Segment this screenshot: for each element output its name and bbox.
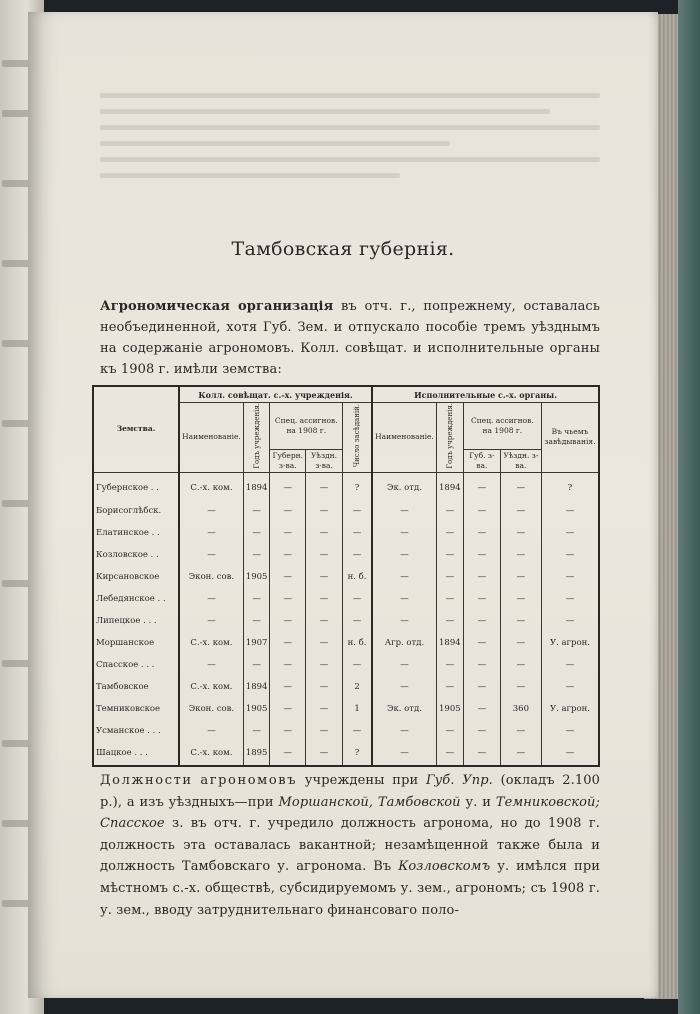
cell-k-num: — <box>343 654 373 676</box>
body-text-13: у. имѣлся при мѣстномъ с.-х. обществѣ, субсидируемомъ у. зем., агрономъ; съ 1908 г. у. зем., вводу затруднительнаго финансоваго поло- <box>100 859 600 918</box>
cell-k-num: н. б. <box>343 632 373 654</box>
body-text-10: Спасское <box>100 816 165 832</box>
cell-i-year: — <box>436 742 463 765</box>
cell-i-uezd: 360 <box>500 698 541 720</box>
cell-k-year: — <box>243 720 270 742</box>
cell-i-year: 1894 <box>436 632 463 654</box>
cell-i-name: — <box>372 720 436 742</box>
cell-i-uezd: — <box>500 676 541 698</box>
cell-k-num: — <box>343 610 373 632</box>
cell-k-gub: — <box>270 522 306 544</box>
cell-i-name: — <box>372 566 436 588</box>
body-paragraph <box>100 770 600 921</box>
cell-k-gub: — <box>270 676 306 698</box>
cell-i-name: Агр. отд. <box>372 632 436 654</box>
cell-k-gub: — <box>270 588 306 610</box>
cell-k-num: ? <box>343 742 373 765</box>
body-text-3: учреждены при <box>297 773 426 788</box>
cell-i-who: — <box>541 654 599 676</box>
cell-i-gub: — <box>463 588 500 610</box>
cell-i-year: — <box>436 522 463 544</box>
intro-text: въ отч. г., попрежнему, оставалась необъединенной, хотя Губ. Зем. и отпускало пособіе тремъ уѣзднымъ на содержаніе агрономовъ. Колл. совѣщат. и исполнительные органы къ 1908 г. имѣли земства: <box>100 299 600 377</box>
col-k-uezd: Уѣздн. з-ва. <box>306 449 343 472</box>
col-i-who: Въ чьемъ завѣдыванія. <box>541 403 599 473</box>
col-k-naimen: Наименованіе. <box>179 403 243 473</box>
cell-i-who: У. агрон. <box>541 698 599 720</box>
cell-i-gub: — <box>463 632 500 654</box>
cell-i-uezd: — <box>500 588 541 610</box>
cell-k-year: 1895 <box>243 742 270 765</box>
col-i-god <box>436 403 463 473</box>
cell-k-year: 1894 <box>243 676 270 698</box>
cell-name: Темниковское <box>93 698 179 720</box>
cell-i-who: — <box>541 742 599 765</box>
cell-k-name: — <box>179 544 243 566</box>
cell-i-who: ? <box>541 472 599 499</box>
col-k-gub: Губерн. з-ва. <box>270 449 306 472</box>
cell-i-uezd: — <box>500 472 541 499</box>
cell-i-uezd: — <box>500 566 541 588</box>
cell-i-name: — <box>372 544 436 566</box>
cell-i-year: — <box>436 654 463 676</box>
cell-k-uezd: — <box>306 742 343 765</box>
table-row <box>93 698 599 720</box>
cell-k-name: — <box>179 654 243 676</box>
col-zemstvo: Земства. <box>93 386 179 472</box>
cell-k-num: 2 <box>343 676 373 698</box>
cell-i-who: — <box>541 544 599 566</box>
col-i-uezd: Уѣздн. з-ва. <box>500 449 541 472</box>
cell-k-uezd: — <box>306 588 343 610</box>
body-text-12: Козловскомъ <box>398 859 491 875</box>
cell-i-name: — <box>372 522 436 544</box>
cell-i-gub: — <box>463 742 500 765</box>
table-row <box>93 544 599 566</box>
cell-i-year: — <box>436 544 463 566</box>
cell-k-num: — <box>343 720 373 742</box>
cell-i-who: — <box>541 522 599 544</box>
cell-name: Козловское . . <box>93 544 179 566</box>
cell-i-uezd: — <box>500 720 541 742</box>
cell-k-year: — <box>243 588 270 610</box>
cell-k-uezd: — <box>306 698 343 720</box>
cell-i-who: — <box>541 588 599 610</box>
cell-i-who: — <box>541 499 599 521</box>
cell-k-name: Экон. сов. <box>179 698 243 720</box>
col-k-god <box>243 403 270 473</box>
cell-k-uezd: — <box>306 632 343 654</box>
cell-k-num: 1 <box>343 698 373 720</box>
body-text-2: агрономовъ <box>200 773 298 788</box>
cell-k-gub: — <box>270 472 306 499</box>
cell-k-year: — <box>243 522 270 544</box>
page-title: Тамбовская губернія. <box>231 238 455 260</box>
cell-i-gub: — <box>463 522 500 544</box>
cell-i-name: — <box>372 499 436 521</box>
cell-k-uezd: — <box>306 720 343 742</box>
cell-i-year: — <box>436 499 463 521</box>
cell-k-year: — <box>243 499 270 521</box>
table-row <box>93 654 599 676</box>
cell-k-uezd: — <box>306 499 343 521</box>
cell-i-name: Эк. отд. <box>372 698 436 720</box>
col-k-god-label: Годъ учрежденія. <box>252 403 261 469</box>
cell-k-uezd: — <box>306 676 343 698</box>
cell-i-year: — <box>436 676 463 698</box>
cell-k-year: 1907 <box>243 632 270 654</box>
body-text-7: у. и <box>460 794 496 810</box>
cell-i-year: — <box>436 610 463 632</box>
cell-i-name: — <box>372 654 436 676</box>
book-page <box>28 12 658 998</box>
cell-k-gub: — <box>270 566 306 588</box>
cell-k-name: С.-х. ком. <box>179 742 243 765</box>
cell-k-uezd: — <box>306 544 343 566</box>
cell-k-name: — <box>179 588 243 610</box>
cell-i-year: 1905 <box>436 698 463 720</box>
body-text-5: (окладъ 2.100 р.), а изъ уѣздныхъ—при <box>100 773 600 810</box>
cell-name: Шацкое . . . <box>93 742 179 765</box>
cell-i-year: — <box>436 720 463 742</box>
cell-k-uezd: — <box>306 610 343 632</box>
col-k-chislo-label: Число засѣданій. <box>353 404 362 468</box>
cell-k-year: — <box>243 654 270 676</box>
cell-i-name: — <box>372 588 436 610</box>
body-text-11: з. въ отч. г. учредило должность агронома, но до 1908 г. должность эта оставалась вакантной; незамѣщенной также была и должность Тамбовскаго у. агронома. Въ <box>100 816 600 875</box>
body-text-1: Должности <box>100 773 193 788</box>
book-cover-edge <box>678 0 700 1014</box>
cell-k-name: С.-х. ком. <box>179 632 243 654</box>
col-k-spec: Спец. ассигнов. на 1908 г. <box>270 403 343 450</box>
group-isp: Исполнительные с.-х. органы. <box>372 386 599 403</box>
cell-i-uezd: — <box>500 499 541 521</box>
table-body <box>93 472 599 766</box>
table-row <box>93 720 599 742</box>
table-row <box>93 742 599 765</box>
cell-i-gub: — <box>463 544 500 566</box>
cell-k-gub: — <box>270 610 306 632</box>
cell-k-uezd: — <box>306 654 343 676</box>
cell-name: Лебедянское . . <box>93 588 179 610</box>
intro-lead: Агрономическая организація <box>100 299 334 314</box>
table-row <box>93 522 599 544</box>
cell-k-year: 1905 <box>243 698 270 720</box>
cell-k-year: — <box>243 544 270 566</box>
cell-i-gub: — <box>463 654 500 676</box>
cell-name: Спасское . . . <box>93 654 179 676</box>
cell-i-uezd: — <box>500 654 541 676</box>
cell-i-uezd: — <box>500 522 541 544</box>
cell-k-num: — <box>343 544 373 566</box>
cell-k-name: — <box>179 522 243 544</box>
cell-i-gub: — <box>463 566 500 588</box>
col-i-gub: Губ. з-ва. <box>463 449 500 472</box>
cell-name: Тамбовское <box>93 676 179 698</box>
cell-i-uezd: — <box>500 544 541 566</box>
cell-k-uezd: — <box>306 566 343 588</box>
cell-name: Усманское . . . <box>93 720 179 742</box>
zemstvo-table <box>92 385 600 759</box>
cell-name: Кирсановское <box>93 566 179 588</box>
table-row <box>93 610 599 632</box>
cell-k-gub: — <box>270 544 306 566</box>
table-row <box>93 499 599 521</box>
cell-i-name: — <box>372 610 436 632</box>
cell-k-year: 1894 <box>243 472 270 499</box>
cell-i-name: Эк. отд. <box>372 472 436 499</box>
cell-i-year: — <box>436 566 463 588</box>
cell-k-year: — <box>243 610 270 632</box>
cell-i-gub: — <box>463 472 500 499</box>
cell-i-who: — <box>541 720 599 742</box>
cell-k-name: С.-х. ком. <box>179 472 243 499</box>
cell-k-gub: — <box>270 742 306 765</box>
intro-paragraph <box>100 296 600 380</box>
cell-i-uezd: — <box>500 610 541 632</box>
cell-name: Губернское . . <box>93 472 179 499</box>
cell-k-num: — <box>343 588 373 610</box>
table-row <box>93 676 599 698</box>
cell-k-num: н. б. <box>343 566 373 588</box>
cell-k-gub: — <box>270 654 306 676</box>
cell-i-gub: — <box>463 499 500 521</box>
cell-k-num: — <box>343 499 373 521</box>
cell-k-num: ? <box>343 472 373 499</box>
cell-k-gub: — <box>270 698 306 720</box>
cell-k-name: — <box>179 499 243 521</box>
col-i-naimen: Наименованіе. <box>372 403 436 473</box>
cell-i-gub: — <box>463 676 500 698</box>
cell-k-name: — <box>179 720 243 742</box>
cell-i-uezd: — <box>500 742 541 765</box>
body-text-8: Темниковской; <box>495 794 600 810</box>
table-row <box>93 472 599 499</box>
cell-k-uezd: — <box>306 522 343 544</box>
cell-name: Моршанское <box>93 632 179 654</box>
cell-k-name: Экон. сов. <box>179 566 243 588</box>
cell-i-uezd: — <box>500 632 541 654</box>
cell-i-gub: — <box>463 720 500 742</box>
cell-k-year: 1905 <box>243 566 270 588</box>
col-k-chislo <box>343 403 373 473</box>
cell-k-num: — <box>343 522 373 544</box>
cell-k-gub: — <box>270 720 306 742</box>
table-row <box>93 566 599 588</box>
body-text-6: Моршанской, Тамбовской <box>278 794 461 810</box>
cell-i-year: 1894 <box>436 472 463 499</box>
cell-i-who: У. агрон. <box>541 632 599 654</box>
cell-k-gub: — <box>270 632 306 654</box>
cell-i-gub: — <box>463 698 500 720</box>
cell-i-name: — <box>372 742 436 765</box>
col-i-god-label: Годъ учрежденія. <box>445 403 454 469</box>
table-row <box>93 632 599 654</box>
cell-name: Липецкое . . . <box>93 610 179 632</box>
cell-k-uezd: — <box>306 472 343 499</box>
cell-i-name: — <box>372 676 436 698</box>
bleed-through-text <box>100 82 600 202</box>
cell-k-gub: — <box>270 499 306 521</box>
cell-i-year: — <box>436 588 463 610</box>
col-i-spec: Спец. ассигнов. на 1908 г. <box>463 403 541 450</box>
body-text-4: Губ. Упр. <box>425 773 493 788</box>
cell-i-who: — <box>541 566 599 588</box>
cell-i-gub: — <box>463 610 500 632</box>
cell-i-who: — <box>541 610 599 632</box>
group-koll: Колл. совѣщат. с.-х. учрежденія. <box>179 386 372 403</box>
cell-i-who: — <box>541 676 599 698</box>
cell-k-name: — <box>179 610 243 632</box>
cell-name: Борисоглѣбск. <box>93 499 179 521</box>
cell-name: Елатинское . . <box>93 522 179 544</box>
table-row <box>93 588 599 610</box>
cell-k-name: С.-х. ком. <box>179 676 243 698</box>
